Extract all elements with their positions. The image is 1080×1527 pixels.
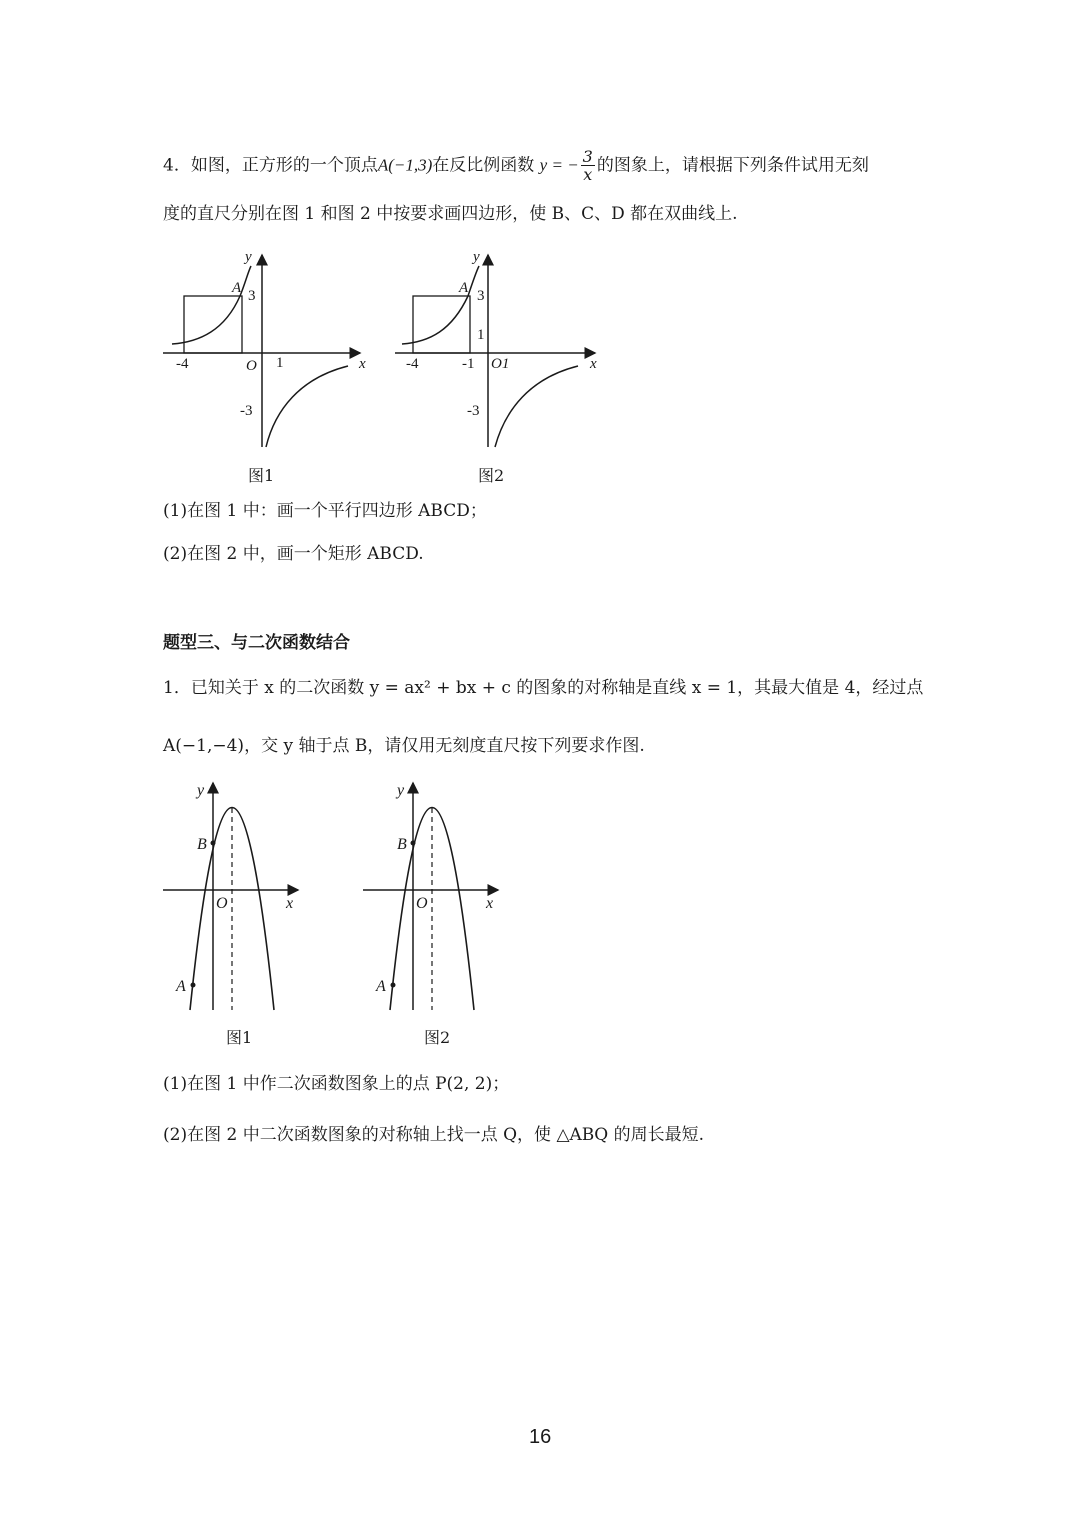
label-y: y: [245, 249, 252, 265]
problem4-figure-2-caption: 图2: [478, 466, 505, 485]
problem4-line1-end: 的图象上，请根据下列条件试用无刻: [596, 155, 869, 176]
fraction-denominator: x: [583, 165, 593, 184]
label-x: x: [286, 895, 294, 912]
problem1-subquestion-1: (1)在图 1 中作二次函数图象上的点 P(2, 2)；: [163, 1074, 510, 1094]
label-neg3: -3: [240, 403, 253, 419]
fraction-3-over-x: [581, 149, 595, 183]
label-y: y: [397, 782, 405, 799]
label-x: x: [486, 895, 494, 912]
label-x: x: [359, 356, 366, 372]
square: [413, 296, 470, 353]
fraction-numerator: 3: [582, 147, 593, 166]
label-a: A: [376, 978, 386, 995]
square: [184, 296, 242, 353]
problem1-figure-2-caption: 图2: [424, 1028, 451, 1047]
problem4-figure-2: [390, 245, 605, 460]
label-3: 3: [248, 288, 256, 304]
problem4-line2: 度的直尺分别在图 1 和图 2 中按要求画四边形，使 B、C、D 都在双曲线上.: [163, 204, 738, 224]
label-1: 1: [477, 327, 485, 343]
section-heading: 题型三、与二次函数结合: [163, 633, 350, 653]
label-b: B: [197, 836, 207, 853]
problem1-figure-1: [160, 775, 320, 1020]
problem4-figure-1-caption: 图1: [248, 466, 275, 485]
label-origin: O: [246, 358, 257, 374]
point-a: [191, 983, 196, 988]
label-origin-1: O1: [491, 356, 510, 372]
problem1-figure-2: [360, 775, 520, 1020]
point-a-coords: A(−1,3): [377, 155, 433, 175]
page-number: 16: [529, 1426, 552, 1448]
problem4-figure-1: [160, 245, 380, 460]
label-y: y: [473, 249, 480, 265]
label-point-a: A: [232, 280, 242, 296]
problem1-subquestion-2: (2)在图 2 中二次函数图象的对称轴上找一点 Q，使 △ABQ 的周长最短.: [163, 1125, 705, 1145]
problem4-function-text: 在反比例函数: [432, 155, 535, 176]
label-neg4: -4: [406, 356, 419, 372]
point-a: [391, 983, 396, 988]
problem1-line2: A(−1,−4)，交 y 轴于点 B，请仅用无刻度直尺按下列要求作图.: [163, 736, 645, 756]
label-a: A: [176, 978, 186, 995]
label-x: x: [590, 356, 597, 372]
label-neg4: -4: [176, 356, 189, 372]
hyperbola-branch-right: [266, 366, 348, 447]
label-neg1: -1: [462, 356, 475, 372]
label-y: y: [197, 782, 205, 799]
problem4-line1: [163, 149, 869, 183]
problem4-subquestion-2: (2)在图 2 中，画一个矩形 ABCD.: [163, 544, 424, 564]
point-b: [411, 841, 416, 846]
label-point-a: A: [459, 280, 469, 296]
problem1-line1: 1．已知关于 x 的二次函数 y = ax² + bx + c 的图象的对称轴是直线 x = 1，其最大值是 4，经过点: [163, 678, 924, 698]
label-1: 1: [276, 355, 284, 371]
label-b: B: [397, 836, 407, 853]
label-3: 3: [477, 288, 485, 304]
problem4-subquestion-1: (1)在图 1 中：画一个平行四边形 ABCD；: [163, 501, 487, 521]
hyperbola-branch-right: [495, 366, 578, 447]
point-b: [211, 841, 216, 846]
label-neg3: -3: [467, 403, 480, 419]
problem4-intro: 4．如图，正方形的一个顶点: [163, 155, 378, 176]
function-lhs: y = −: [539, 155, 579, 175]
label-origin: O: [216, 895, 228, 912]
problem1-figure-1-caption: 图1: [226, 1028, 253, 1047]
label-origin: O: [416, 895, 428, 912]
